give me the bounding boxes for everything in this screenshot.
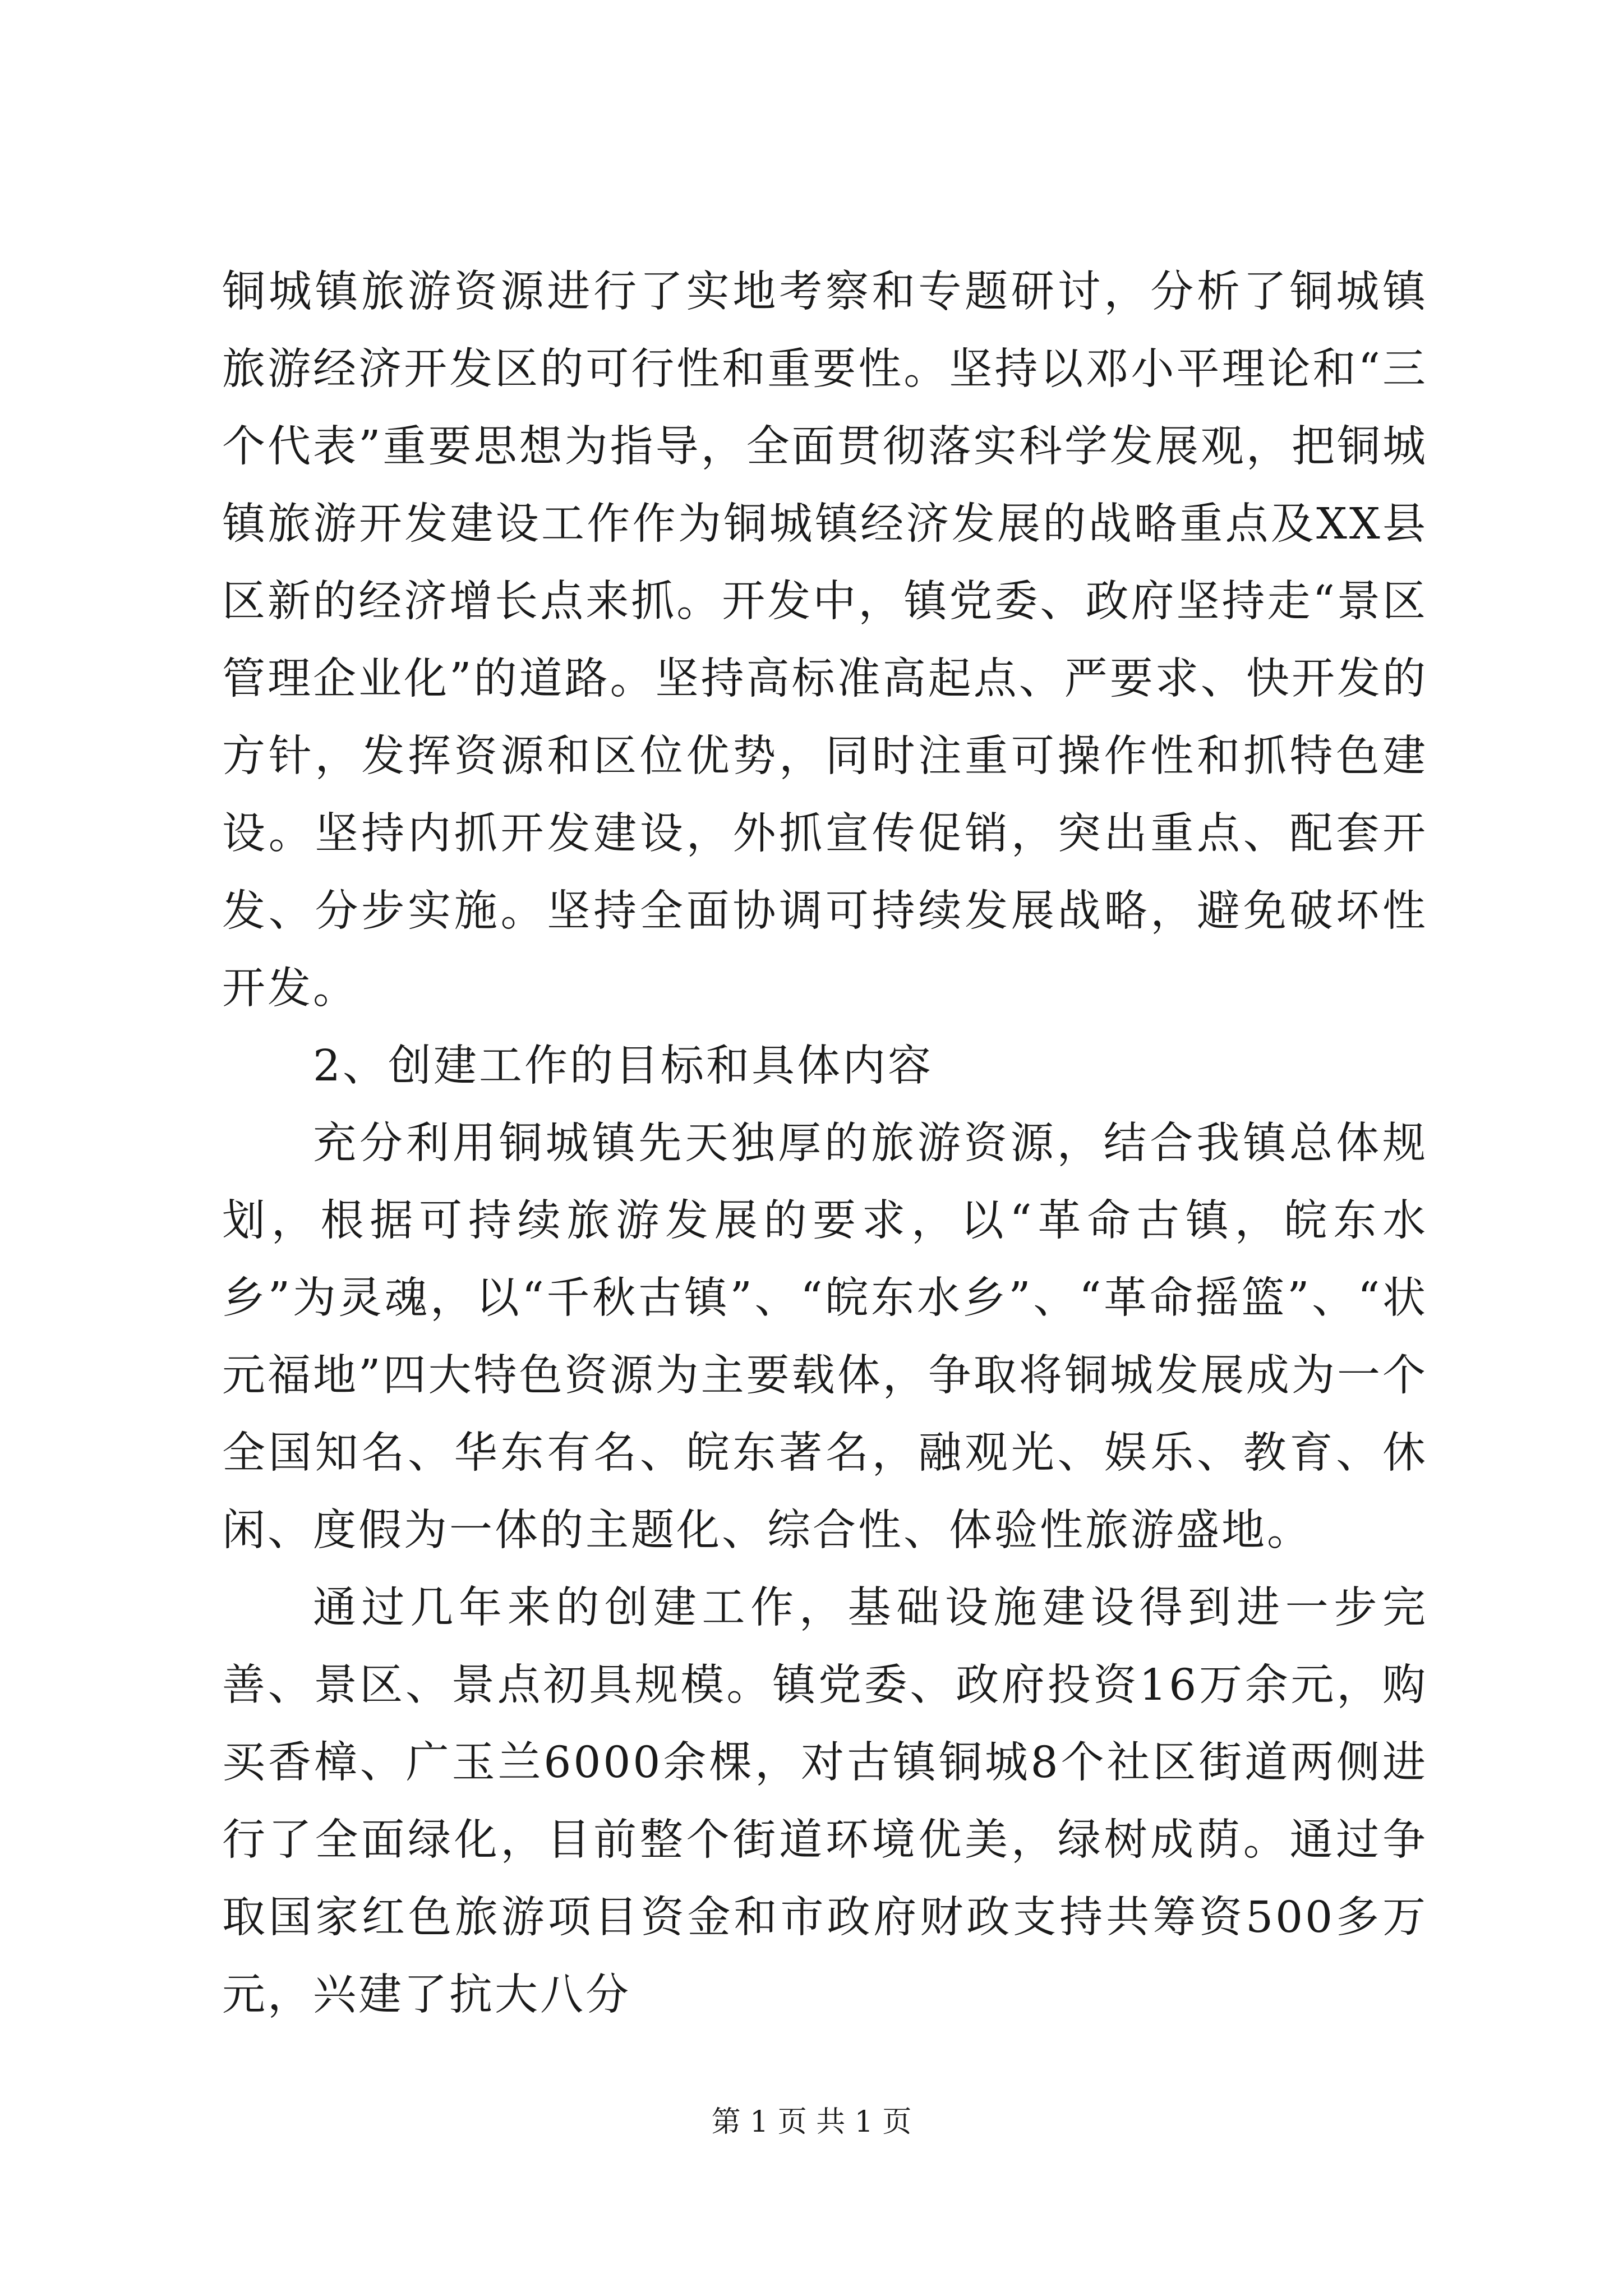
page-footer bbox=[0, 2098, 1623, 2140]
document-body bbox=[222, 254, 1428, 2034]
paragraph-3: 充分利用铜城镇先天独厚的旅游资源，结合我镇总体规划，根据可持续旅游发展的要求，以“革命古镇，皖东水乡”为灵魂，以“千秋古镇”、“皖东水乡”、“革命摇篮”、“状元福地”四大特色资源为主要载体，争取将铜城发展成为一个全国知名、华东有名、皖东著名，融观光、娱乐、教育、休闲、度假为一体的主题化、综合性、体验性旅游盛地。 bbox=[222, 1119, 1428, 1556]
page-number-label: 第 1 页 共 1 页 bbox=[711, 2105, 912, 2139]
paragraph-4: 通过几年来的创建工作，基础设施建设得到进一步完善、景区、景点初具规模。镇党委、政府投资16万余元，购买香樟、广玉兰6000余棵，对古镇铜城8个社区街道两侧进行了全面绿化，目前整个街道环境优美，绿树成荫。通过争取国家红色旅游项目资金和市政府财政支持共筹资500多万元，兴建了抗大八分 bbox=[222, 1583, 1428, 2020]
paragraph-1: 铜城镇旅游资源进行了实地考察和专题研讨，分析了铜城镇旅游经济开发区的可行性和重要性。坚持以邓小平理论和“三个代表”重要思想为指导，全面贯彻落实科学发展观，把铜城镇旅游开发建设工作作为铜城镇经济发展的战略重点及XX县区新的经济增长点来抓。开发中，镇党委、政府坚持走“景区管理企业化”的道路。坚持高标准高起点、严要求、快开发的方针，发挥资源和区位优势，同时注重可操作性和抓特色建设。坚持内抓开发建设，外抓宣传促销，突出重点、配套开发、分步实施。坚持全面协调可持续发展战略，避免破坏性开发。 bbox=[222, 267, 1428, 1014]
section-heading-2: 2、创建工作的目标和具体内容 bbox=[313, 1041, 933, 1091]
